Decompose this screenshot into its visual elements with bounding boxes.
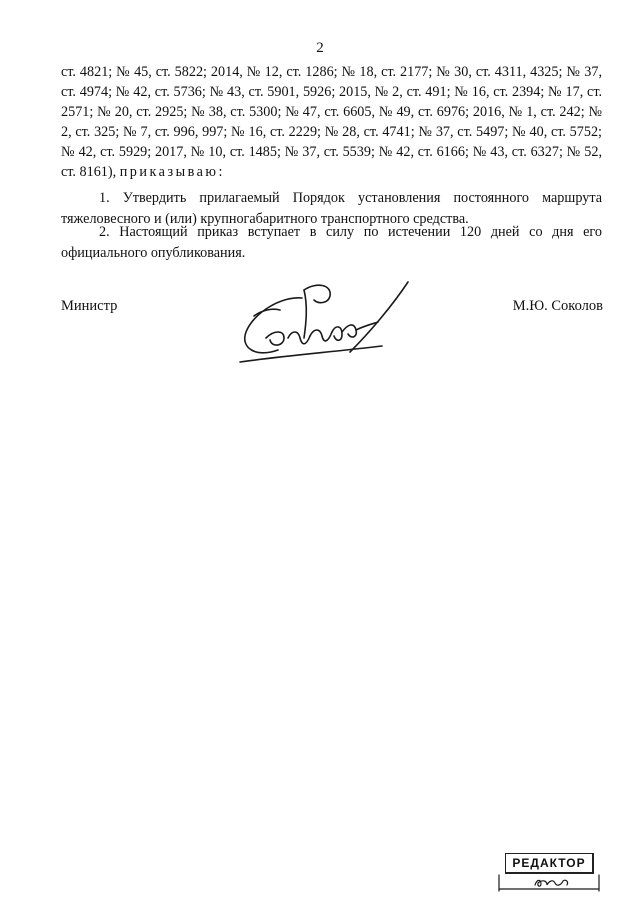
signatory-name: М.Ю. Соколов: [512, 298, 603, 314]
editor-stamp: [497, 853, 601, 893]
handwritten-signature: [232, 276, 412, 368]
order-word: приказываю:: [119, 164, 225, 180]
stamp-label: РЕДАКТОР: [505, 853, 594, 874]
stamp-initials: [497, 873, 601, 893]
legal-references-paragraph: [61, 62, 602, 182]
clause-1: 1. Утвердить прилагаемый Порядок установления постоянного маршрута тяжеловесного и (или) крупногабаритного транспортного средства.: [61, 190, 602, 227]
clause-2: 2. Настоящий приказ вступает в силу по истечении 120 дней со дня его официального опубликования.: [61, 224, 602, 261]
legal-references-text: ст. 4821; № 45, ст. 5822; 2014, № 12, ст. 1286; № 18, ст. 2177; № 30, ст. 4311, 4325; № 37, ст. 4974; № 42, ст. 5736; № 43, ст. 5901, 5926; 2015, № 2, ст. 491; № 16, ст. 2394; № 17, ст. 2571; № 20, ст. 2925; № 38, ст. 5300; № 47, ст. 6605, № 49, ст. 6976; 2016, № 1, ст. 242; № 2, ст. 325; № 7, ст. 996, 997; № 16, ст. 2229; № 28, ст. 4741; № 37, ст. 5497; № 40, ст. 5752; № 42, ст. 5929; 2017, № 10, ст. 1485; № 37, ст. 5539; № 42, ст. 6166; № 43, ст. 6327; № 52, ст. 8161),: [61, 64, 602, 180]
page-number: 2: [316, 40, 324, 56]
signatory-position: Министр: [61, 298, 118, 314]
